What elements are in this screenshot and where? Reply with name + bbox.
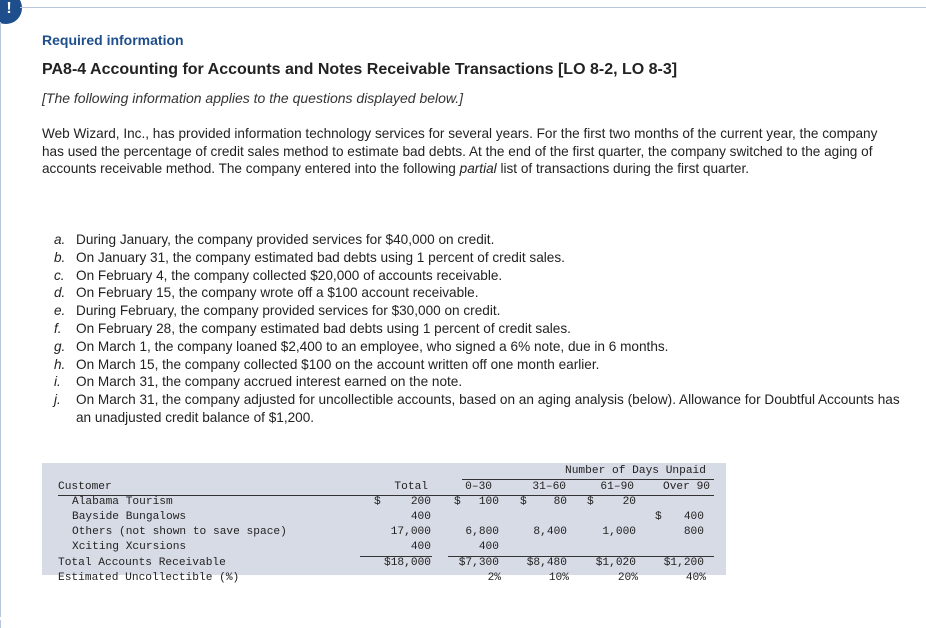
aging-cell-d31_60: 80	[553, 496, 567, 508]
aging-cell-total: 17,000	[390, 526, 431, 538]
left-divider	[0, 22, 1, 617]
transaction-letter: c.	[54, 267, 65, 283]
aging-cell-d0_30: 6,800	[465, 526, 499, 538]
transaction-letter: d.	[54, 285, 66, 301]
transaction-text: On February 15, the company wrote off a $100 account receivable.	[76, 285, 479, 301]
transaction-text: On March 31, the company adjusted for uncollectible accounts, based on an aging analysis (below). Allowance for Doubtful Accounts has an unadjusted credit balance of $1,200.	[76, 392, 900, 425]
estimate-over90: 40%	[685, 572, 706, 584]
aging-cell-d0_30: 400	[478, 541, 499, 553]
estimate-d31_60: 10%	[548, 572, 569, 584]
aging-cell-total: 400	[410, 511, 431, 523]
aging-cell-d61_90: 20	[622, 496, 636, 508]
transaction-text: On March 1, the company loaned $2,400 to an employee, who signed a 6% note, due in 6 months.	[76, 338, 669, 354]
transaction-letter: b.	[54, 249, 66, 265]
transaction-item	[54, 373, 904, 391]
transaction-text: On February 28, the company estimated bad debts using 1 percent of credit sales.	[76, 320, 571, 336]
aging-cell-total: 400	[410, 541, 431, 553]
col-header-0-30: 0–30	[465, 481, 492, 493]
transaction-text: During February, the company provided services for $30,000 on credit.	[76, 303, 501, 319]
col-header-61-90: 61–90	[600, 481, 634, 493]
aging-cell-d31_60: 8,400	[533, 526, 567, 538]
transaction-item	[54, 391, 904, 427]
aging-row-customer: Xciting Xcursions	[72, 541, 187, 553]
transaction-item	[54, 338, 904, 356]
dollar-sign: $	[454, 496, 461, 508]
transaction-letter: h.	[54, 356, 66, 372]
problem-title: PA8-4 Accounting for Accounts and Notes Receivable Transactions [LO 8-2, LO 8-3]	[42, 61, 678, 78]
top-divider	[20, 7, 926, 8]
aging-cell-total: 200	[410, 496, 431, 508]
col-header-31-60: 31–60	[532, 481, 566, 493]
transaction-letter: a.	[54, 232, 66, 247]
transaction-text: On January 31, the company estimated bad debts using 1 percent of credit sales.	[76, 249, 565, 265]
transaction-letter: i.	[54, 374, 61, 390]
dollar-sign: $	[520, 496, 527, 508]
transaction-list	[54, 231, 904, 427]
total-total: $18,000	[384, 557, 431, 569]
estimate-row-label: Estimated Uncollectible (%)	[58, 572, 240, 584]
aging-cell-d61_90: 1,000	[602, 526, 636, 538]
col-header-over-90: Over 90	[663, 481, 710, 493]
required-information-label: Required information	[42, 32, 184, 48]
total-over90: $1,200	[663, 557, 704, 569]
transaction-item	[54, 284, 904, 302]
alert-icon: !	[0, 0, 22, 24]
dollar-sign: $	[374, 496, 381, 508]
transaction-item	[54, 231, 904, 249]
transaction-item	[54, 249, 904, 267]
aging-cell-over90: 800	[683, 526, 704, 538]
transaction-letter: e.	[54, 303, 66, 319]
transaction-letter: j.	[54, 392, 61, 408]
col-header-customer: Customer	[58, 481, 112, 493]
aging-row-customer: Alabama Tourism	[72, 496, 173, 508]
transaction-letter: g.	[54, 338, 66, 354]
days-unpaid-underline	[462, 479, 714, 480]
aging-row-customer: Bayside Bungalows	[72, 511, 187, 523]
emphasis-partial: partial	[459, 161, 497, 176]
intro-paragraph: Web Wizard, Inc., has provided information technology services for several years. For the first two months of the current year, the company has used the percentage of credit sales method to estimate bad debts. At the end of the first quarter, the company switched to the aging of accounts receivable method. The company entered into the following partial list of transactions during the first quarter.	[42, 126, 878, 176]
transaction-item	[54, 267, 904, 285]
col-header-total: Total	[394, 481, 428, 493]
estimate-d0_30: 2%	[487, 572, 501, 584]
total-row-label: Total Accounts Receivable	[58, 557, 226, 569]
days-unpaid-header: Number of Days Unpaid	[565, 465, 706, 477]
transaction-text: On March 15, the company collected $100 on the account written off one month earlier.	[76, 356, 600, 372]
transaction-letter: f.	[54, 320, 62, 336]
transaction-item	[54, 302, 904, 320]
dollar-sign: $	[587, 496, 594, 508]
transaction-text: During January, the company provided services for $40,000 on credit.	[76, 232, 495, 247]
estimate-d61_90: 20%	[617, 572, 638, 584]
transaction-text: On February 4, the company collected $20,000 of accounts receivable.	[76, 267, 503, 283]
applies-note: [The following information applies to the questions displayed below.]	[42, 90, 464, 106]
total-d0_30: $7,300	[458, 557, 499, 569]
dollar-sign: $	[655, 511, 662, 523]
transaction-text: On March 31, the company accrued interest earned on the note.	[76, 374, 463, 390]
aging-cell-over90: 400	[683, 511, 704, 523]
aging-cell-d0_30: 100	[478, 496, 499, 508]
total-d61_90: $1,020	[595, 557, 636, 569]
total-d31_60: $8,480	[526, 557, 567, 569]
transaction-item	[54, 356, 904, 374]
transaction-item	[54, 320, 904, 338]
aging-row-customer: Others (not shown to save space)	[72, 526, 287, 538]
